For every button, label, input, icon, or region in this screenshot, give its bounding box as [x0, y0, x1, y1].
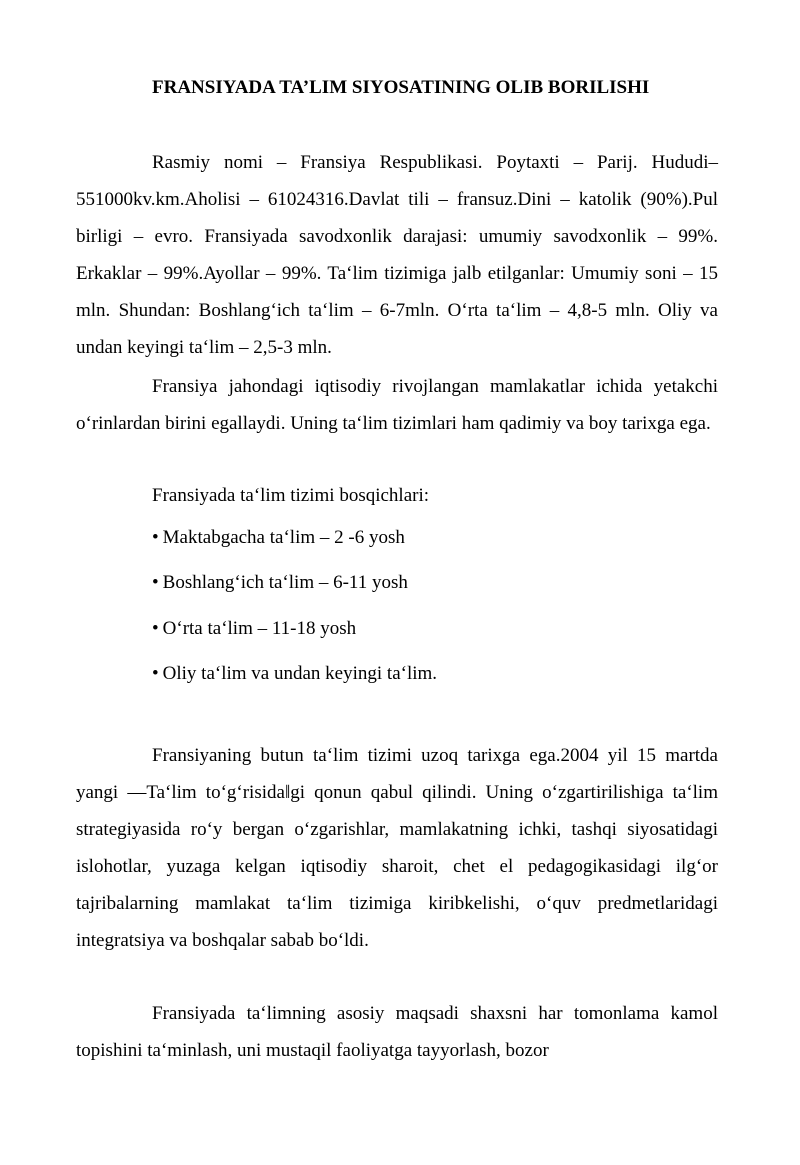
- list-item-text: O‘rta ta‘lim – 11-18 yosh: [162, 618, 357, 639]
- paragraph-history-law: Fransiyaning butun ta‘lim tizimi uzoq tarixga ega.2004 yil 15 martda yangi ―Ta‘lim to‘g‘risida‖gi qonun qabul qilindi. Uning o‘zgartirilishiga ta‘lim strategiyasida ro‘y bergan o‘zgarishlar, mamlakatning ichki, tashqi siyosatidagi islohotlar, yuzaga kelgan iqtisodiy sharoit, chet el pedagogikasidagi ilg‘or tajribalarning mamlakat ta‘lim tizimiga kiribkelishi, o‘quv predmetlaridagi integratsiya va boshqalar sabab bo‘ldi.: [76, 745, 718, 951]
- bullet-icon: •: [152, 618, 159, 639]
- bullet-icon: •: [152, 663, 159, 684]
- stages-intro: Fransiyada ta‘lim tizimi bosqichlari:: [152, 485, 430, 506]
- list-item: [152, 662, 437, 686]
- bullet-icon: •: [152, 572, 159, 593]
- paragraph-overview: Fransiya jahondagi iqtisodiy rivojlangan mamlakatlar ichida yetakchi o‘rinlardan birini egallaydi. Uning ta‘lim tizimlari ham qadimiy va boy tarixga ega.: [76, 376, 718, 434]
- paragraph-country-facts: Rasmiy nomi – Fransiya Respublikasi. Poytaxti – Parij. Hududi– 551000kv.km.Aholisi – 61024316.Davlat tili – fransuz.Dini – katolik (90%).Pul birligi – evro. Fransiyada savodxonlik darajasi: umumiy savodxonlik – 99%. Erkaklar – 99%.Ayollar – 99%. Ta‘lim tizimiga jalb etilganlar: Umumiy soni – 15 mln. Shundan: Boshlang‘ich ta‘lim – 6-7mln. O‘rta ta‘lim – 4,8-5 mln. Oliy va undan keyingi ta‘lim – 2,5-3 mln.: [76, 152, 718, 358]
- list-item-text: Maktabgacha ta‘lim – 2 -6 yosh: [162, 527, 405, 548]
- bullet-icon: •: [152, 527, 159, 548]
- paragraph-education-goal: Fransiyada ta‘limning asosiy maqsadi shaxsni har tomonlama kamol topishini ta‘minlash, uni mustaqil faoliyatga tayyorlash, bozor: [76, 1003, 718, 1061]
- page-title: FRANSIYADA TA’LIM SIYOSATINING OLIB BORILISHI: [152, 77, 650, 98]
- list-item-text: Boshlang‘ich ta‘lim – 6-11 yosh: [162, 572, 408, 593]
- list-item-text: Oliy ta‘lim va undan keyingi ta‘lim.: [162, 663, 438, 684]
- list-item: [152, 617, 356, 641]
- list-item: [152, 571, 408, 595]
- list-item: [152, 526, 405, 550]
